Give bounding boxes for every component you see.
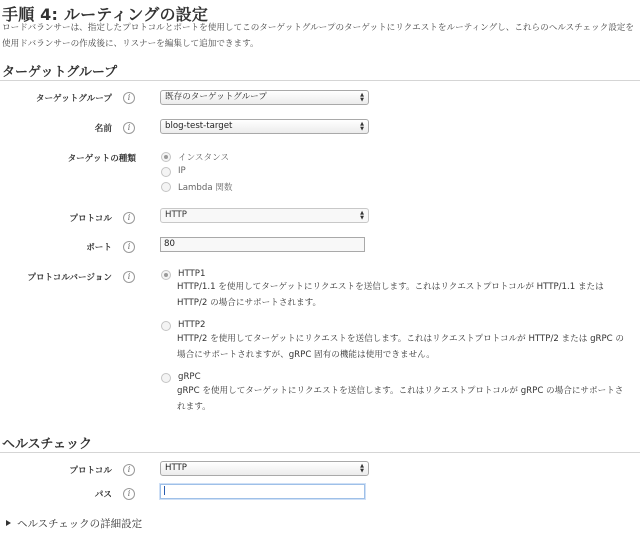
radio-http2[interactable]	[161, 321, 171, 331]
http2-description-line1: HTTP/2 を使用してターゲットにリクエストを送信します。これはリクエストプロトコルが HTTP/2 または gRPC の	[177, 334, 625, 344]
info-icon[interactable]: i	[123, 271, 135, 283]
select-arrows-icon: ▲ ▼	[360, 92, 364, 103]
info-icon[interactable]: i	[123, 464, 135, 476]
radio-instance-label: インスタンス	[178, 153, 230, 163]
port-label: ポート	[86, 243, 112, 253]
target-type-label: ターゲットの種類	[67, 154, 136, 164]
info-icon[interactable]: i	[123, 241, 135, 253]
section-divider	[0, 80, 640, 81]
name-select-value: blog-test-target	[165, 121, 233, 131]
info-icon[interactable]: i	[123, 488, 135, 500]
section-divider	[0, 452, 640, 453]
select-arrows-icon: ▲ ▼	[360, 210, 364, 221]
radio-ip-label: IP	[178, 166, 186, 176]
protocol-select[interactable]	[160, 208, 369, 223]
target-group-section-title: ターゲットグループ	[2, 65, 118, 80]
grpc-description-line1: gRPC を使用してターゲットにリクエストを送信します。これはリクエストプロトコルが gRPC の場合にサポートさ	[177, 386, 624, 396]
name-label: 名前	[94, 124, 112, 134]
http1-description-line2: HTTP/2 の場合にサポートされます。	[177, 298, 322, 308]
select-arrows-icon: ▲ ▼	[360, 463, 364, 474]
protocol-label: プロトコル	[69, 214, 112, 224]
select-arrows-icon: ▲ ▼	[360, 121, 364, 132]
expand-caret-icon[interactable]	[6, 520, 11, 526]
target-group-label: ターゲットグループ	[35, 94, 112, 104]
protocol-version-label: プロトコルバージョン	[27, 273, 112, 283]
protocol-select-value: HTTP	[165, 210, 187, 220]
radio-lambda[interactable]	[161, 182, 171, 192]
name-select[interactable]	[160, 119, 369, 134]
radio-grpc[interactable]	[161, 373, 171, 383]
health-path-input[interactable]	[160, 484, 365, 499]
health-check-section-title: ヘルスチェック	[2, 437, 92, 452]
port-input[interactable]: 80	[160, 237, 365, 252]
info-icon[interactable]: i	[123, 212, 135, 224]
health-path-label: パス	[94, 490, 112, 500]
page-description: ロードバランサーは、指定したプロトコルとポートを使用してこのターゲットグループのターゲットにリクエストをルーティングし、これらのヘルスチェック設定を使用ドバランサーの作成後に、リスナーを編集して追加できます。	[2, 23, 634, 49]
advanced-health-check-toggle[interactable]: ヘルスチェックの詳細設定	[17, 518, 143, 530]
radio-grpc-label: gRPC	[178, 372, 201, 382]
radio-http2-label: HTTP2	[178, 320, 206, 330]
radio-lambda-label: Lambda 関数	[178, 183, 233, 193]
health-protocol-select-value: HTTP	[165, 463, 187, 473]
grpc-description-line2: れます。	[177, 402, 211, 412]
target-group-select[interactable]	[160, 90, 369, 105]
radio-ip[interactable]	[161, 167, 171, 177]
target-group-select-value: 既存のターゲットグループ	[165, 92, 267, 102]
http1-description-line1: HTTP/1.1 を使用してターゲットにリクエストを送信します。これはリクエストプロトコルが HTTP/1.1 または	[177, 282, 604, 292]
text-cursor	[164, 486, 165, 495]
radio-instance[interactable]	[161, 152, 171, 162]
radio-http1[interactable]	[161, 270, 171, 280]
info-icon[interactable]: i	[123, 122, 135, 134]
http2-description-line2: 場合にサポートされますが、gRPC 固有の機能は使用できません。	[177, 350, 435, 360]
health-protocol-label: プロトコル	[69, 466, 112, 476]
radio-http1-label: HTTP1	[178, 269, 206, 279]
page-title: 手順 4: ルーティングの設定	[2, 5, 209, 24]
info-icon[interactable]: i	[123, 92, 135, 104]
health-protocol-select[interactable]	[160, 461, 369, 476]
